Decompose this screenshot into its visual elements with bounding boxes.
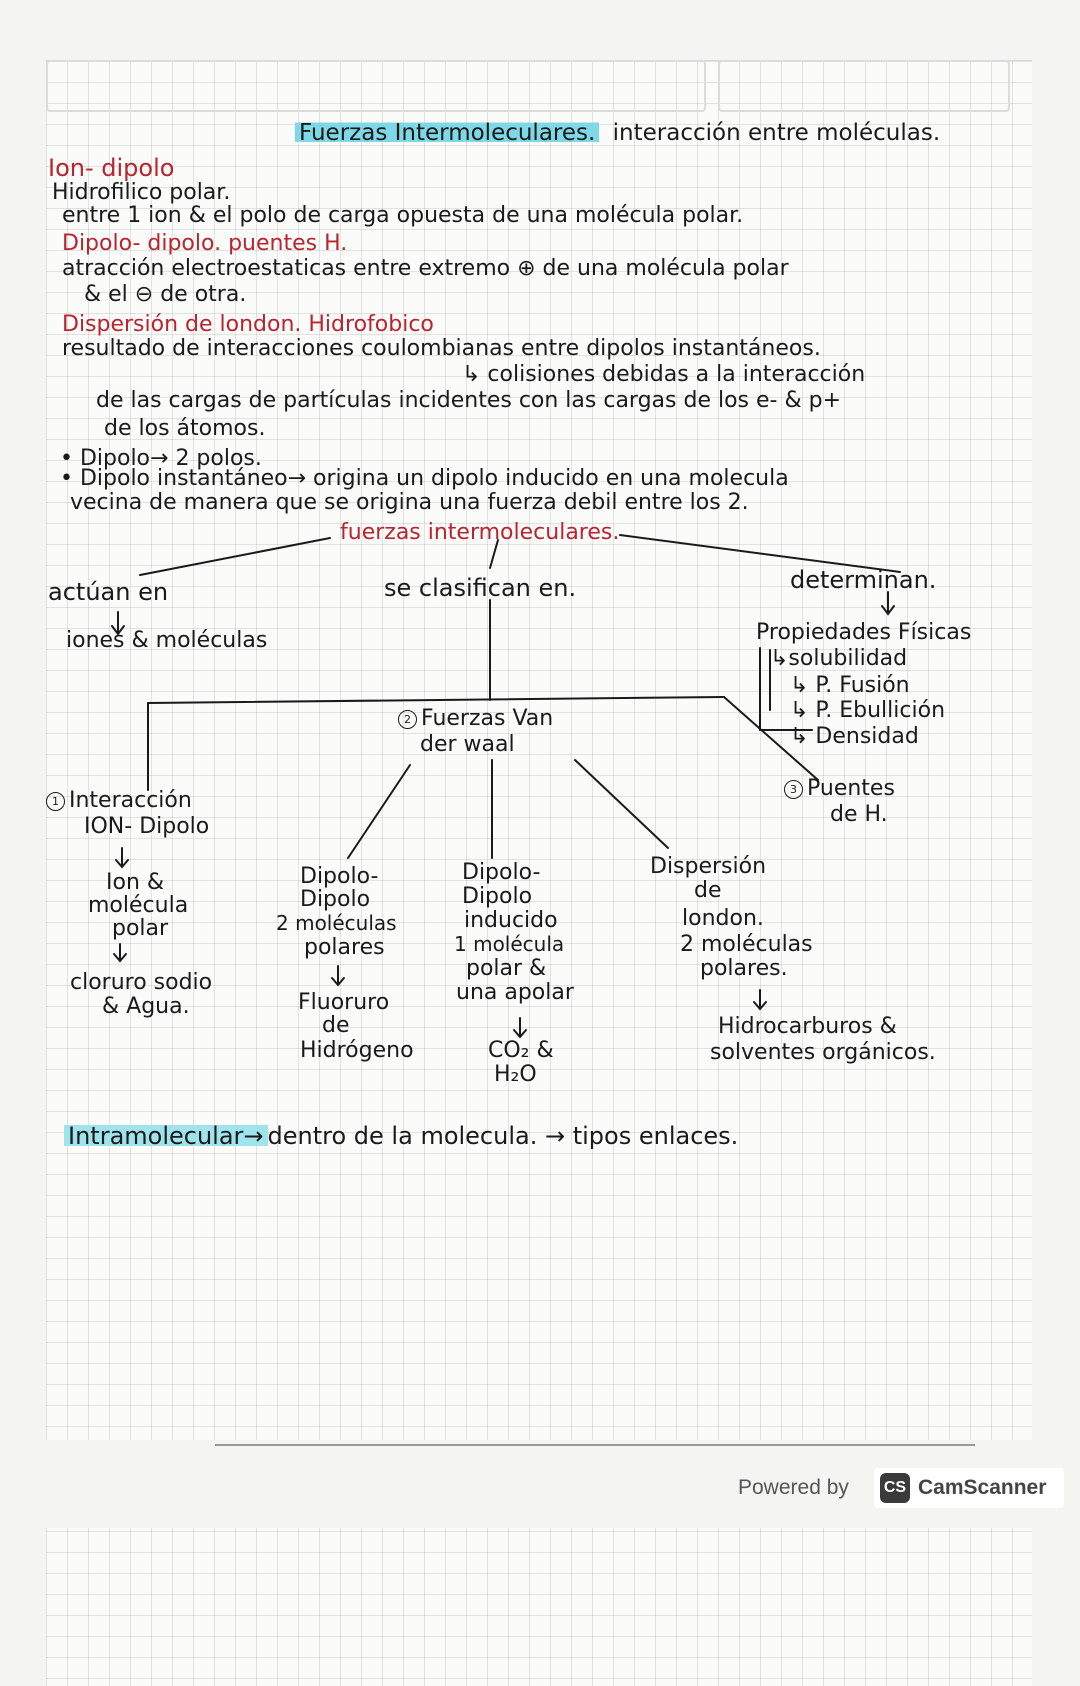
node-1-example-line: cloruro sodio [70, 970, 213, 995]
node-3-title: 3 Puentes [784, 778, 895, 800]
node-1-number: 1 [46, 792, 65, 811]
map-right-target: Propiedades Físicas [756, 620, 972, 645]
dipolo-definition-2: & el ⊖ de otra. [84, 282, 247, 307]
page-title: Fuerzas Intermoleculares. interacción entre moléculas. [295, 122, 940, 145]
vdw-3-example-line: solventes orgánicos. [710, 1040, 936, 1065]
camscanner-logo [874, 1468, 1064, 1508]
powered-by-text: Powered by [738, 1476, 849, 1499]
map-root: fuerzas intermoleculares. [340, 520, 620, 545]
property-item: ↳ Densidad [790, 724, 919, 749]
dispersion-definition-1: resultado de interacciones coulombianas entre dipolos instantáneos. [62, 336, 821, 361]
camscanner-brand: CamScanner [918, 1476, 1047, 1499]
hidrofilico-note: Hidrofilico polar. [52, 180, 231, 205]
intramolecular-note [64, 1124, 738, 1148]
vdw-3-example-line: Hidrocarburos & [718, 1014, 897, 1039]
vdw-2-example-line: CO₂ & [488, 1038, 554, 1063]
vdw-2-line: 1 molécula [454, 932, 565, 956]
map-left-target: iones & moléculas [66, 628, 268, 653]
bullet-dipolo: • Dipolo→ 2 polos. [60, 446, 262, 471]
node-3-subtitle: de H. [830, 802, 888, 827]
node-2-number: 2 [398, 710, 417, 729]
dipolo-dipolo-heading: Dipolo- dipolo. puentes H. [62, 231, 348, 256]
node-1-desc-line: Ion & [106, 870, 165, 895]
vdw-2-example-line: H₂O [494, 1062, 537, 1087]
ion-dipolo-heading: Ion- dipolo [48, 154, 175, 182]
vdw-1-example-line: Hidrógeno [300, 1038, 414, 1063]
vdw-3-line: london. [682, 906, 764, 931]
node-1-subtitle: ION- Dipolo [84, 814, 210, 839]
page-divider [215, 1444, 975, 1446]
vdw-2-line: polar & [466, 956, 547, 981]
intramolecular-text: dentro de la molecula. → tipos enlaces. [267, 1122, 739, 1150]
node-3-number: 3 [784, 780, 803, 799]
vdw-1-line: polares [304, 935, 385, 960]
node-2-title: 2 Fuerzas Van [398, 708, 553, 730]
node-1-title: 1 Interacción [46, 790, 192, 812]
vdw-2-line: Dipolo [462, 884, 533, 909]
dispersion-heading: Dispersión de london. Hidrofobico [62, 312, 434, 337]
vdw-1-example-line: Fluoruro [298, 990, 390, 1015]
bullet-dipolo-instantaneo: • Dipolo instantáneo→ origina un dipolo inducido en una molecula [60, 466, 789, 491]
vdw-1-line: Dipolo- [300, 864, 379, 889]
vdw-3-line: polares. [700, 956, 788, 981]
vdw-1-example-line: de [322, 1013, 350, 1038]
map-left-label: actúan en [48, 578, 169, 606]
node-1-example-line: & Agua. [102, 994, 190, 1019]
vdw-1-line: Dipolo [300, 887, 371, 912]
map-right-label: determinan. [790, 566, 937, 594]
dispersion-definition-4: de los átomos. [104, 416, 266, 441]
node-2-subtitle: der waal [420, 732, 515, 757]
camscanner-badge-icon: CS [880, 1473, 910, 1503]
node-1-desc-line: polar [112, 916, 169, 941]
vdw-3-line: 2 moléculas [680, 932, 813, 957]
vdw-2-line: una apolar [456, 980, 574, 1005]
vdw-3-line: de [694, 878, 722, 903]
property-item: ↳solubilidad [770, 646, 908, 671]
map-middle-label: se clasifican en. [384, 574, 577, 602]
vdw-2-line: inducido [464, 908, 558, 933]
dipolo-definition-1: atracción electroestaticas entre extremo ⊕ de una molécula polar [62, 256, 789, 281]
vdw-3-line: Dispersión [650, 854, 767, 879]
property-item: ↳ P. Ebullición [790, 698, 946, 723]
dispersion-definition-3: de las cargas de partículas incidentes con las cargas de los e- & p+ [96, 388, 842, 413]
intramolecular-term: Intramolecular→ [64, 1122, 268, 1150]
vdw-2-line: Dipolo- [462, 860, 541, 885]
ion-dipolo-definition: entre 1 ion & el polo de carga opuesta de una molécula polar. [62, 203, 744, 228]
bullet-dipolo-instantaneo-cont: vecina de manera que se origina una fuerza debil entre los 2. [70, 490, 749, 515]
dispersion-definition-2: ↳ colisiones debidas a la interacción [462, 362, 866, 387]
node-1-desc-line: molécula [88, 893, 189, 918]
property-item: ↳ P. Fusión [790, 673, 910, 698]
vdw-1-line: 2 moléculas [276, 911, 397, 935]
